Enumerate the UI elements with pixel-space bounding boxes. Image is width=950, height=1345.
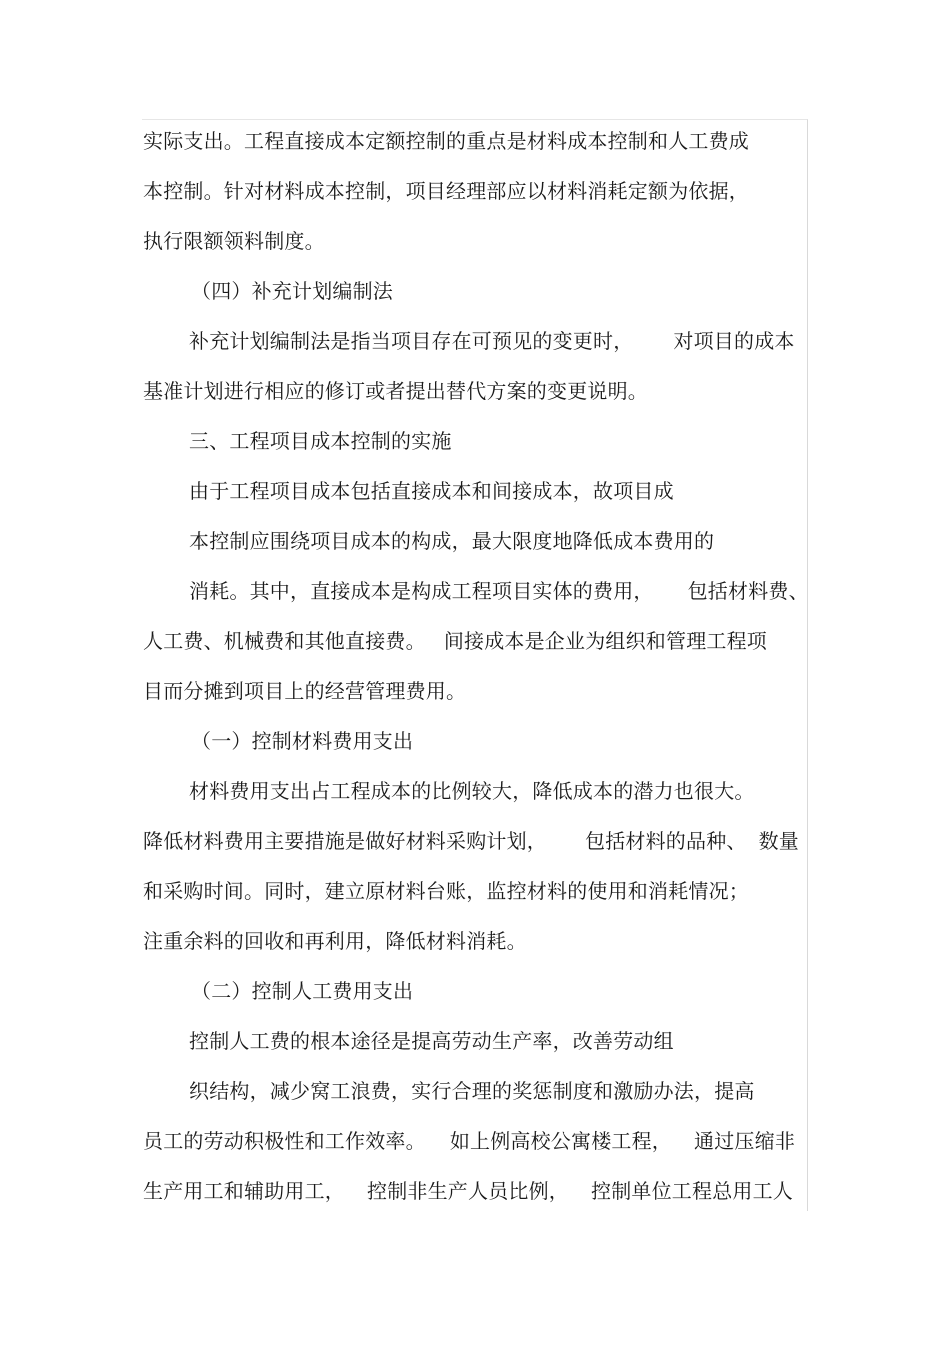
text-line <box>143 570 808 620</box>
text-segment: 对项目的成本 <box>673 329 795 353</box>
text-line <box>143 120 808 170</box>
text-segment: 材料费用支出占工程成本的比例较大，降低成本的潜力也很大。 <box>189 779 755 803</box>
text-line <box>143 220 808 270</box>
text-line <box>143 320 808 370</box>
text-segment: 执行限额领料制度。 <box>143 229 325 253</box>
text-line <box>143 1070 808 1120</box>
text-segment: 注重余料的回收和再利用，降低材料消耗。 <box>143 929 527 953</box>
text-segment: 生产用工和辅助用工， <box>143 1179 345 1203</box>
text-line <box>143 1020 808 1070</box>
text-segment: 织结构，减少窝工浪费，实行合理的奖惩制度和激励办法，提高 <box>189 1079 755 1103</box>
text-segment: 包括材料的品种、 <box>585 829 747 853</box>
text-segment: 员工的劳动积极性和工作效率。 <box>143 1129 426 1153</box>
text-segment: 人工费、机械费和其他直接费。 <box>143 629 426 653</box>
text-line <box>143 470 808 520</box>
text-segment: 降低材料费用主要措施是做好材料采购计划， <box>143 829 547 853</box>
text-segment: 数量 <box>758 829 800 853</box>
text-line <box>143 670 808 720</box>
section-heading <box>143 270 808 320</box>
text-segment: 包括材料费、 <box>687 579 809 603</box>
text-segment: 间接成本是企业为组织和管理工程项 <box>443 629 768 653</box>
text-line <box>143 820 808 870</box>
text-segment: 基准计划进行相应的修订或者提出替代方案的变更说明。 <box>143 379 648 403</box>
text-segment: 控制单位工程总用工人 <box>591 1179 793 1203</box>
text-segment: 由于工程项目成本包括直接成本和间接成本，故项目成 <box>189 479 674 503</box>
section-heading <box>143 720 808 770</box>
text-segment: 实际支出。工程直接成本定额控制的重点是材料成本控制和人工费成 <box>143 129 749 153</box>
text-line <box>143 1120 808 1170</box>
text-line <box>143 770 808 820</box>
text-segment: （四）补充计划编制法 <box>191 279 393 303</box>
text-line <box>143 870 808 920</box>
text-line <box>143 520 808 570</box>
section-heading <box>143 420 808 470</box>
text-segment: （一）控制材料费用支出 <box>191 729 414 753</box>
text-segment: 控制非生产人员比例， <box>367 1179 569 1203</box>
section-heading <box>143 970 808 1020</box>
text-segment: 和采购时间。同时，建立原材料台账，监控材料的使用和消耗情况； <box>143 879 749 903</box>
text-line <box>143 620 808 670</box>
text-segment: （二）控制人工费用支出 <box>191 979 414 1003</box>
text-segment: 本控制。针对材料成本控制，项目经理部应以材料消耗定额为依据， <box>143 179 749 203</box>
text-line <box>143 1170 808 1220</box>
document-body <box>143 120 808 1220</box>
text-segment: 本控制应围绕项目成本的构成，最大限度地降低成本费用的 <box>189 529 715 553</box>
text-segment: 消耗。其中，直接成本是构成工程项目实体的费用， <box>189 579 654 603</box>
text-segment: 目而分摊到项目上的经营管理费用。 <box>143 679 467 703</box>
text-line <box>143 170 808 220</box>
text-segment: 三、工程项目成本控制的实施 <box>189 429 452 453</box>
text-segment: 通过压缩非 <box>694 1129 796 1153</box>
text-line <box>143 370 808 420</box>
text-segment: 控制人工费的根本途径是提高劳动生产率，改善劳动组 <box>189 1029 674 1053</box>
text-segment: 补充计划编制法是指当项目存在可预见的变更时， <box>189 329 634 353</box>
text-segment: 如上例高校公寓楼工程， <box>449 1129 673 1153</box>
text-line <box>143 920 808 970</box>
